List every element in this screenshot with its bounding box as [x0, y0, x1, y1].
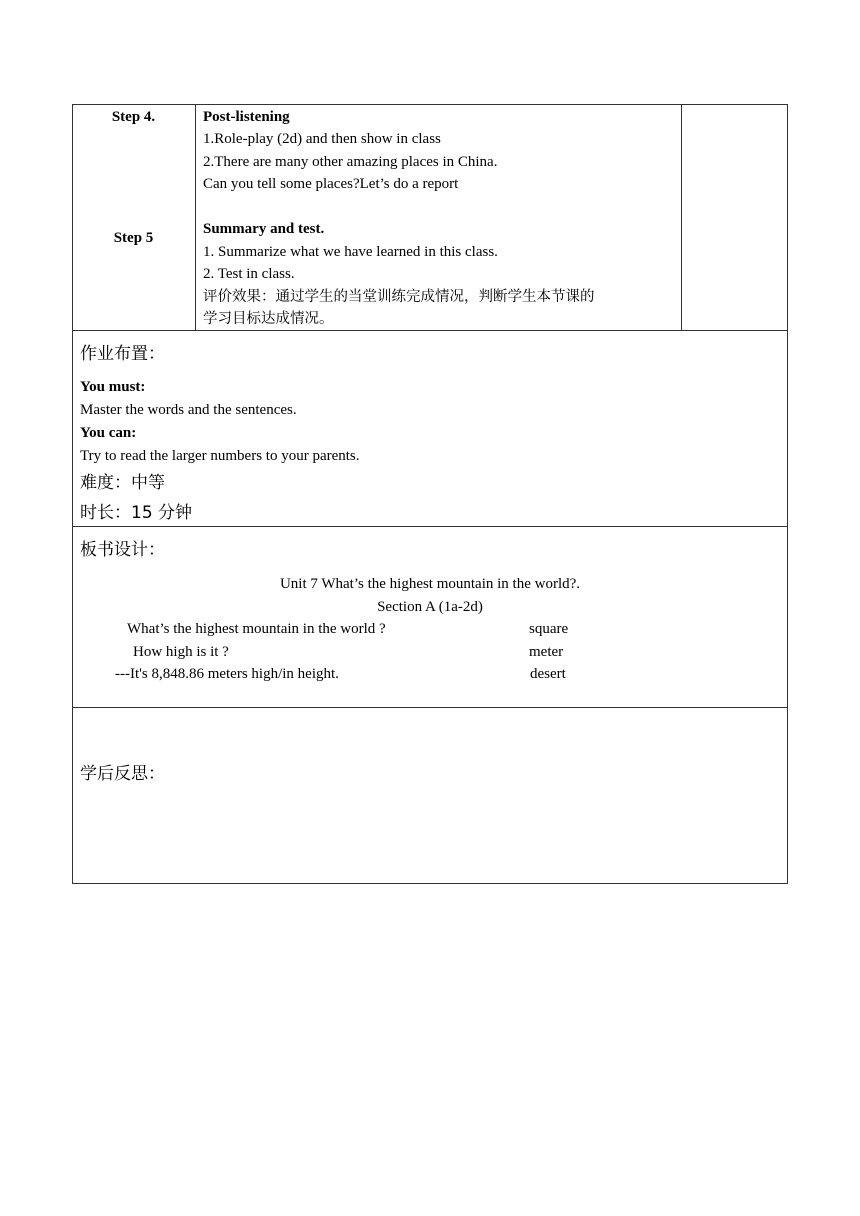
board-sentence-3: ---It's 8,848.86 meters high/in height. — [115, 666, 339, 682]
row-divider-2 — [72, 526, 788, 527]
homework-duration: 时长：15 分钟 — [80, 503, 193, 523]
homework-can-text: Try to read the larger numbers to your parents. — [80, 448, 360, 464]
summary-title: Summary and test. — [203, 221, 325, 237]
evaluation-line-2: 学习目标达成情况。 — [203, 311, 334, 327]
step4-label: Step 4. — [111, 109, 156, 125]
post-listening-title: Post-listening — [203, 109, 290, 125]
homework-must-label: You must: — [80, 379, 146, 395]
row-divider-1 — [72, 330, 788, 331]
board-section: Section A (1a-2d) — [377, 599, 483, 615]
board-word-3: desert — [530, 666, 566, 682]
board-word-1: square — [529, 621, 569, 637]
summary-item-2: 2. Test in class. — [203, 266, 295, 282]
board-unit-title: Unit 7 What’s the highest mountain in the world?. — [279, 576, 581, 592]
board-sentence-1: What’s the highest mountain in the world ? — [127, 621, 386, 637]
board-sentence-2: How high is it ? — [133, 644, 229, 660]
board-design-heading: 板书设计： — [80, 540, 165, 560]
col-divider-1 — [195, 104, 196, 330]
homework-can-label: You can: — [80, 425, 137, 441]
reflection-heading: 学后反思： — [80, 764, 165, 784]
col-divider-2 — [681, 104, 682, 330]
homework-difficulty: 难度：中等 — [80, 473, 165, 493]
step5-label: Step 5 — [113, 230, 154, 246]
homework-must-text: Master the words and the sentences. — [80, 402, 297, 418]
summary-item-1: 1. Summarize what we have learned in this class. — [203, 244, 498, 260]
board-word-2: meter — [529, 644, 564, 660]
row-divider-3 — [72, 707, 788, 708]
evaluation-line-1: 评价效果：通过学生的当堂训练完成情况，判断学生本节课的 — [203, 289, 595, 305]
post-listening-line-2: 2.There are many other amazing places in China. — [203, 154, 498, 170]
post-listening-line-1: 1.Role-play (2d) and then show in class — [203, 131, 441, 147]
post-listening-line-3: Can you tell some places?Let’s do a report — [203, 176, 459, 192]
homework-heading: 作业布置： — [80, 344, 165, 364]
